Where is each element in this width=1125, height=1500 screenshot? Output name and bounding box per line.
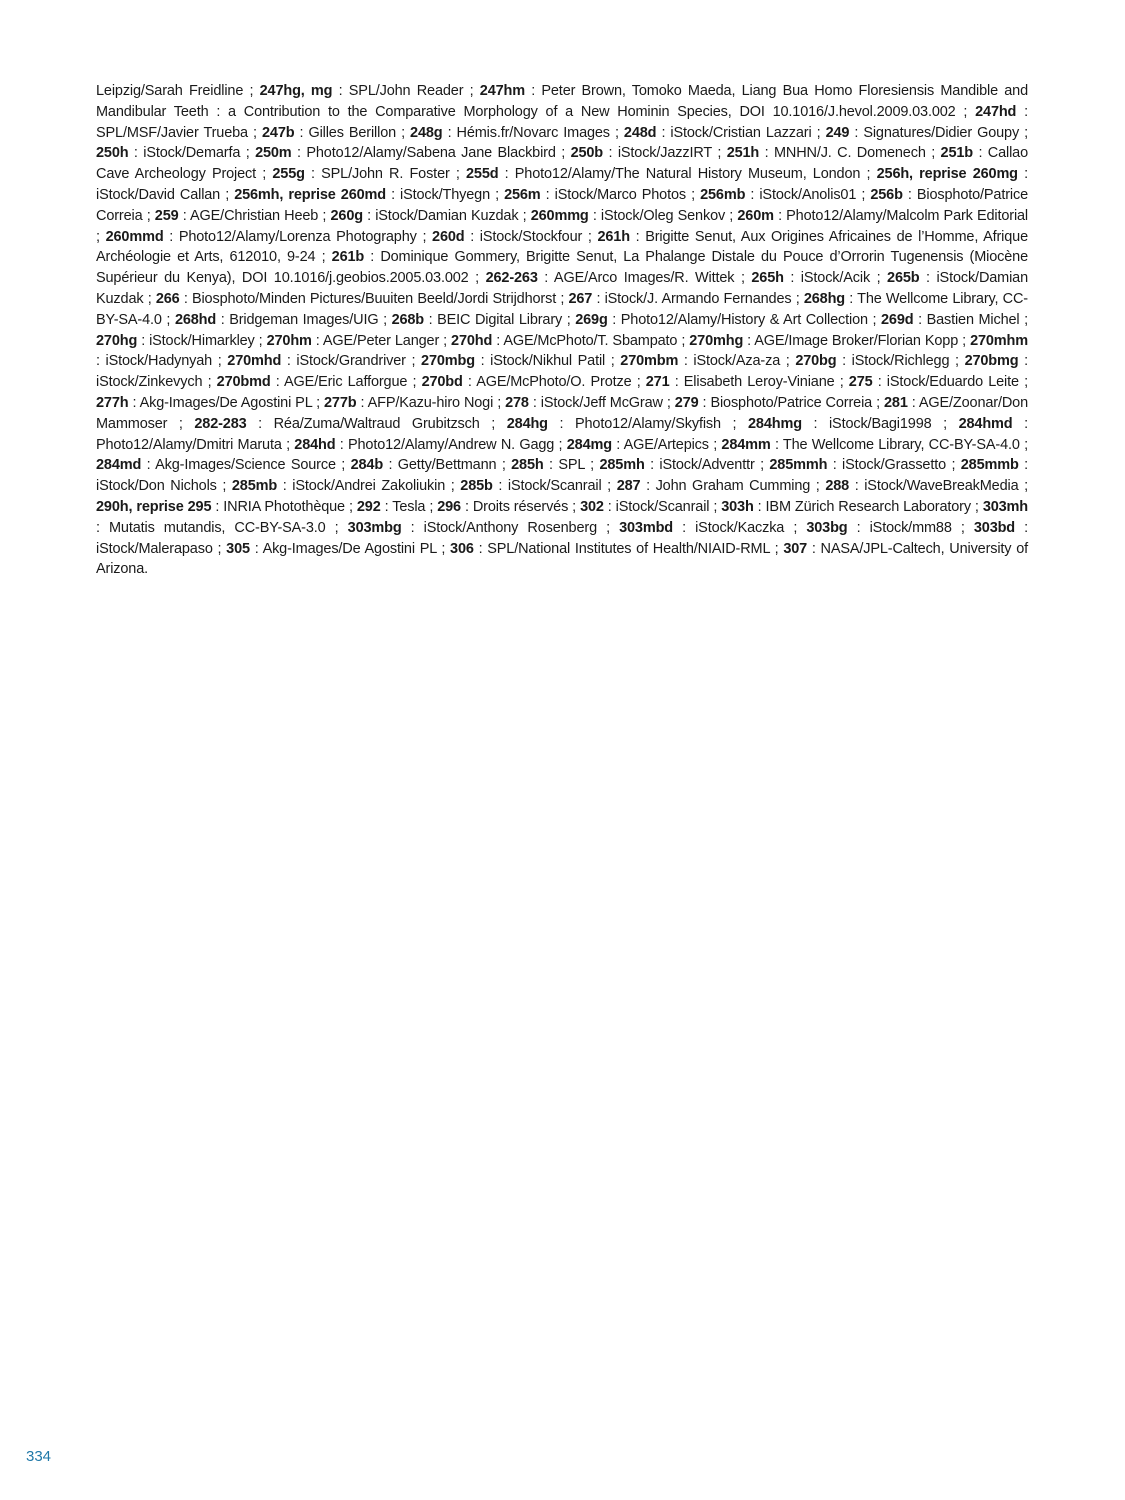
credit-key: 275 bbox=[848, 374, 873, 391]
credit-key: 256m bbox=[504, 186, 541, 203]
credit-source: : iStock/JazzIRT ; bbox=[603, 145, 727, 162]
credit-key: 270hg bbox=[96, 332, 138, 349]
credit-key: 284hmg bbox=[748, 415, 802, 432]
credit-source: : iStock/Anolis01 ; bbox=[745, 186, 871, 203]
credit-source: : Photo12/Alamy/Skyfish ; bbox=[547, 415, 748, 432]
credit-key: 303mbg bbox=[347, 519, 402, 536]
credit-source: : iStock/Marco Photos ; bbox=[540, 186, 701, 203]
credit-source: : iStock/Grassetto ; bbox=[827, 457, 961, 474]
credit-key: 270bmd bbox=[216, 374, 271, 391]
credit-source: : Biosphoto/Minden Pictures/Buuiten Beeld/Jordi Strijdhorst ; bbox=[179, 290, 569, 307]
credit-key: 303mh bbox=[982, 498, 1029, 515]
credit-key: 260d bbox=[432, 228, 465, 245]
credit-source: : Photo12/Alamy/Malcolm Park Editorial ; bbox=[96, 207, 1029, 245]
credit-key: 256b bbox=[870, 186, 903, 203]
credit-source: : AGE/Arco Images/R. Wittek ; bbox=[537, 270, 752, 287]
credit-source: : Akg-Images/Science Source ; bbox=[141, 457, 351, 474]
credit-source: : iStock/Grandriver ; bbox=[281, 353, 422, 370]
credit-key: 249 bbox=[825, 124, 850, 141]
credit-source: : iStock/Damian Kuzdak ; bbox=[362, 207, 531, 224]
credit-source: : MNHN/J. C. Domenech ; bbox=[759, 145, 941, 162]
credit-key: 284hmd bbox=[958, 415, 1013, 432]
credit-source: : Photo12/Alamy/History & Art Collection ; bbox=[607, 311, 882, 328]
credit-key: 277b bbox=[324, 394, 357, 411]
credit-key: 288 bbox=[825, 478, 850, 495]
credit-key: 261b bbox=[331, 249, 365, 266]
credit-key: 290h, reprise 295 bbox=[96, 498, 212, 515]
credit-source: : Akg-Images/De Agostini PL ; bbox=[128, 394, 325, 411]
credit-source: : Biosphoto/Patrice Correia ; bbox=[96, 186, 1028, 224]
credit-key: 270mhd bbox=[227, 353, 282, 370]
credit-key: 260g bbox=[330, 207, 363, 224]
credit-source: : iStock/Scanrail ; bbox=[492, 478, 617, 495]
credit-key: 256mh, reprise 260md bbox=[234, 186, 386, 203]
credit-key: 270hd bbox=[451, 332, 493, 349]
credit-key: 247hg, mg bbox=[259, 83, 333, 99]
credit-key: 278 bbox=[505, 394, 529, 411]
credit-source: : The Wellcome Library, CC-BY-SA-4.0 ; bbox=[96, 290, 1028, 328]
credit-key: 267 bbox=[568, 290, 593, 307]
credit-source: : Droits réservés ; bbox=[460, 498, 581, 515]
credit-key: 284md bbox=[96, 457, 142, 474]
credit-key: 251h bbox=[726, 145, 760, 162]
credit-key: 256mb bbox=[700, 186, 746, 203]
credit-source: : SPL/MSF/Javier Trueba ; bbox=[96, 103, 1028, 141]
credit-source: : Getty/Bettmann ; bbox=[383, 457, 512, 474]
credit-source: : SPL/John Reader ; bbox=[332, 83, 480, 99]
credit-key: 281 bbox=[883, 394, 908, 411]
credit-source: : iStock/Bagi1998 ; bbox=[801, 415, 959, 432]
credit-source: : BEIC Digital Library ; bbox=[424, 311, 576, 328]
credit-source: : iStock/Jeff McGraw ; bbox=[528, 394, 675, 411]
credit-key: 284hg bbox=[506, 415, 548, 432]
credit-source: : Mutatis mutandis, CC-BY-SA-3.0 ; bbox=[96, 519, 348, 536]
credit-source: : iStock/Oleg Senkov ; bbox=[588, 207, 738, 224]
credit-source: : iStock/Damian Kuzdak ; bbox=[96, 270, 1029, 307]
credit-key: 269g bbox=[575, 311, 608, 328]
credit-source: : INRIA Photothèque ; bbox=[211, 498, 357, 515]
credit-source: : AFP/Kazu-hiro Nogi ; bbox=[356, 394, 506, 411]
credit-key: 285mb bbox=[231, 478, 278, 495]
credit-key: 292 bbox=[356, 498, 381, 515]
credit-source: : Photo12/Alamy/Sabena Jane Blackbird ; bbox=[291, 145, 571, 162]
credit-source: : Hémis.fr/Novarc Images ; bbox=[442, 124, 624, 141]
credit-source: : iStock/Eduardo Leite ; bbox=[872, 374, 1028, 391]
credit-key: 250b bbox=[570, 145, 604, 162]
credit-key: 306 bbox=[450, 540, 474, 557]
credit-key: 270bd bbox=[421, 374, 463, 391]
credit-source: : Photo12/Alamy/Dmitri Maruta ; bbox=[96, 415, 1028, 453]
credit-key: 270hm bbox=[266, 332, 312, 349]
credit-key: 270mbm bbox=[620, 353, 679, 370]
credit-key: 248d bbox=[623, 124, 657, 141]
credit-key: 255d bbox=[465, 166, 499, 183]
credit-key: 248g bbox=[410, 124, 443, 141]
credit-source: : iStock/Scanrail ; bbox=[603, 498, 722, 515]
credit-source: : iStock/Anthony Rosenberg ; bbox=[401, 519, 620, 536]
credit-source: : Tesla ; bbox=[380, 498, 438, 515]
credit-source: : iStock/Cristian Lazzari ; bbox=[656, 124, 826, 141]
credit-key: 268hd bbox=[174, 311, 217, 328]
credit-source: : iStock/Demarfa ; bbox=[128, 145, 256, 162]
credit-source: : iStock/Stockfour ; bbox=[464, 228, 598, 245]
credit-source: : iStock/Adventtr ; bbox=[644, 457, 770, 474]
credit-key: 305 bbox=[226, 540, 250, 557]
credit-key: 268hg bbox=[803, 290, 846, 307]
credit-source: : AGE/Peter Langer ; bbox=[311, 332, 452, 349]
credit-key: 247hd bbox=[975, 103, 1017, 120]
credit-source: : iStock/WaveBreakMedia ; bbox=[849, 478, 1029, 495]
credit-source: : AGE/Eric Lafforgue ; bbox=[270, 374, 422, 391]
credit-key: 285b bbox=[460, 478, 493, 495]
credit-source: : Réa/Zuma/Waltraud Grubitzsch ; bbox=[246, 415, 507, 432]
credit-key: 303bg bbox=[806, 519, 848, 536]
credit-key: 268b bbox=[391, 311, 425, 328]
credit-source: : Photo12/Alamy/The Natural History Museum, London ; bbox=[498, 166, 877, 183]
credit-source: Leipzig/Sarah Freidline ; bbox=[96, 83, 260, 99]
page-number: 334 bbox=[26, 1448, 52, 1465]
credit-source: : Gilles Berillon ; bbox=[294, 124, 411, 141]
credit-key: 302 bbox=[580, 498, 604, 515]
credit-source: : iStock/mm88 ; bbox=[847, 519, 974, 536]
credit-key: 277h bbox=[96, 394, 129, 411]
credit-key: 260mmd bbox=[105, 228, 164, 245]
credit-key: 250m bbox=[255, 145, 292, 162]
credit-key: 260mmg bbox=[530, 207, 589, 224]
credit-key: 270mhg bbox=[689, 332, 744, 349]
credit-source: : AGE/McPhoto/T. Sbampato ; bbox=[492, 332, 690, 349]
credit-key: 251b bbox=[940, 145, 973, 162]
credit-source: : iStock/Kaczka ; bbox=[673, 519, 807, 536]
credit-key: 285mmb bbox=[960, 457, 1019, 474]
credit-key: 271 bbox=[645, 374, 670, 391]
credit-source: : John Graham Cumming ; bbox=[640, 478, 826, 495]
credit-source: : iStock/Thyegn ; bbox=[385, 186, 505, 203]
credit-key: 270mbg bbox=[421, 353, 475, 370]
credit-source: : NASA/JPL-Caltech, University of Arizona. bbox=[96, 540, 1028, 578]
credit-source: : iStock/David Callan ; bbox=[96, 166, 1029, 203]
credit-key: 261h bbox=[597, 228, 630, 245]
credit-source: : Brigitte Senut, Aux Origines Africaines de l’Homme, Afrique Archéologie et Arts, 612010, 9-24 ; bbox=[96, 228, 1028, 266]
credit-source: : Peter Brown, Tomoko Maeda, Liang Bua Homo Floresiensis Mandible and Mandibular Teeth : a Contribution to the Comparative Morphology of a New Hominin Species, DOI 10.1016/J.hevol.2009.03.002 ; bbox=[96, 83, 1028, 120]
credit-source: : Callao Cave Archeology Project ; bbox=[96, 145, 1028, 183]
credit-key: 303bd bbox=[973, 519, 1016, 536]
credit-key: 287 bbox=[616, 478, 641, 495]
credit-source: : Elisabeth Leroy-Viniane ; bbox=[669, 374, 849, 391]
credit-source: : iStock/Hadynyah ; bbox=[96, 353, 228, 370]
credit-key: 255g bbox=[272, 166, 305, 183]
credit-key: 279 bbox=[674, 394, 699, 411]
credit-source: : Akg-Images/De Agostini PL ; bbox=[249, 540, 451, 557]
credit-source: : AGE/McPhoto/O. Protze ; bbox=[462, 374, 646, 391]
credit-key: 285mh bbox=[599, 457, 645, 474]
credit-key: 284mm bbox=[721, 436, 771, 453]
credit-source: : iStock/Acik ; bbox=[783, 270, 888, 287]
credit-key: 270bg bbox=[795, 353, 837, 370]
credit-key: 265b bbox=[887, 270, 920, 287]
credit-key: 265h bbox=[751, 270, 784, 287]
photo-credits-paragraph bbox=[96, 81, 1028, 580]
credit-key: 250h bbox=[96, 145, 129, 162]
credit-source: : iStock/Nikhul Patil ; bbox=[474, 353, 621, 370]
credit-key: 270bmg bbox=[964, 353, 1019, 370]
credit-key: 285mmh bbox=[769, 457, 828, 474]
credit-key: 284mg bbox=[566, 436, 612, 453]
credit-source: : Dominique Gommery, Brigitte Senut, La Phalange Distale du Pouce d’Orrorin Tugenensis (Miocène Supérieur du Kenya), DOI 10.1016/j.geobios.2005.03.002 ; bbox=[96, 249, 1028, 287]
credit-key: 303h bbox=[721, 498, 754, 515]
credit-key: 256h, reprise 260mg bbox=[876, 166, 1018, 183]
credit-source: : SPL/John R. Foster ; bbox=[304, 166, 466, 183]
credit-key: 266 bbox=[155, 290, 180, 307]
credit-source: : AGE/Zoonar/Don Mammoser ; bbox=[96, 394, 1028, 432]
credit-source: : Bridgeman Images/UIG ; bbox=[216, 311, 392, 328]
credit-source: : iStock/Andrei Zakoliukin ; bbox=[277, 478, 461, 495]
credit-source: : Photo12/Alamy/Lorenza Photography ; bbox=[163, 228, 433, 245]
credit-key: 284b bbox=[350, 457, 384, 474]
credit-key: 262-263 bbox=[485, 270, 538, 287]
credit-source: : iStock/Himarkley ; bbox=[137, 332, 267, 349]
credit-source: : AGE/Christian Heeb ; bbox=[178, 207, 331, 224]
credit-key: 296 bbox=[437, 498, 461, 515]
credit-source: : Photo12/Alamy/Andrew N. Gagg ; bbox=[335, 436, 567, 453]
credit-key: 282-283 bbox=[194, 415, 247, 432]
credit-key: 284hd bbox=[294, 436, 336, 453]
credit-key: 269d bbox=[881, 311, 914, 328]
credit-key: 303mbd bbox=[619, 519, 673, 536]
credit-key: 247b bbox=[261, 124, 295, 141]
credit-source: : The Wellcome Library, CC-BY-SA-4.0 ; bbox=[770, 436, 1028, 453]
credit-source: : AGE/Image Broker/Florian Kopp ; bbox=[743, 332, 971, 349]
credit-source: : Biosphoto/Patrice Correia ; bbox=[698, 394, 884, 411]
credit-source: : IBM Zürich Research Laboratory ; bbox=[753, 498, 983, 515]
credit-source: : Bastien Michel ; bbox=[913, 311, 1028, 328]
credit-source: : iStock/Don Nichols ; bbox=[96, 457, 1028, 495]
credit-source: : iStock/Richlegg ; bbox=[836, 353, 965, 370]
credit-key: 260m bbox=[737, 207, 774, 224]
credit-source: : iStock/Aza-za ; bbox=[678, 353, 796, 370]
credit-source: : iStock/J. Armando Fernandes ; bbox=[592, 290, 804, 307]
credit-key: 247hm bbox=[479, 83, 525, 99]
credit-key: 285h bbox=[511, 457, 544, 474]
credit-source: : iStock/Zinkevych ; bbox=[96, 353, 1029, 391]
credit-source: : iStock/Malerapaso ; bbox=[96, 519, 1029, 557]
credit-source: : AGE/Artepics ; bbox=[611, 436, 722, 453]
credit-source: : SPL/National Institutes of Health/NIAID-RML ; bbox=[473, 540, 784, 557]
credit-key: 270mhm bbox=[970, 332, 1028, 349]
credit-source: : SPL ; bbox=[543, 457, 600, 474]
credit-key: 307 bbox=[783, 540, 808, 557]
credit-source: : Signatures/Didier Goupy ; bbox=[849, 124, 1028, 141]
credit-key: 259 bbox=[154, 207, 179, 224]
